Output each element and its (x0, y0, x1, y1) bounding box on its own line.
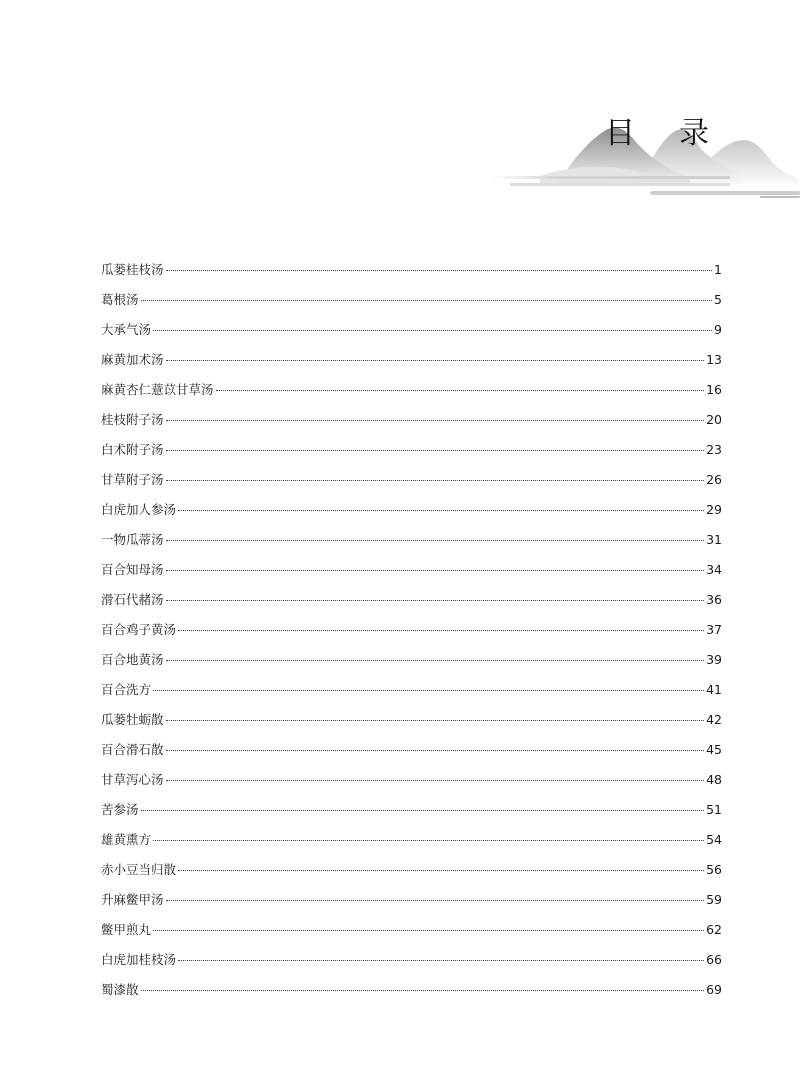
toc-entry-page-number: 34 (706, 562, 722, 577)
dot-leader (166, 780, 705, 781)
toc-entry-title: 赤小豆当归散 (101, 862, 177, 877)
table-of-contents (101, 258, 722, 1008)
toc-entry-page-number: 16 (706, 382, 722, 397)
dot-leader (166, 450, 705, 451)
dot-leader (166, 660, 705, 661)
toc-entry-page-number: 5 (714, 292, 722, 307)
toc-entry-page-number: 31 (706, 532, 722, 547)
toc-entry-page-number: 41 (706, 682, 722, 697)
toc-entry-page-number: 20 (706, 412, 722, 427)
toc-entry-page-number: 45 (706, 742, 722, 757)
dot-leader (178, 960, 704, 961)
toc-entry[interactable] (101, 498, 722, 528)
dot-leader (153, 690, 704, 691)
page-title: 目录 (605, 116, 753, 151)
dot-leader (153, 840, 704, 841)
toc-entry-title: 甘草泻心汤 (101, 772, 164, 787)
dot-leader (166, 900, 705, 901)
toc-entry-page-number: 42 (706, 712, 722, 727)
toc-entry-title: 麻黄杏仁薏苡甘草汤 (101, 382, 214, 397)
toc-entry-title: 桂枝附子汤 (101, 412, 164, 427)
dot-leader (166, 600, 705, 601)
toc-entry-page-number: 51 (706, 802, 722, 817)
toc-entry[interactable] (101, 468, 722, 498)
toc-entry-title: 鳖甲煎丸 (101, 922, 152, 937)
toc-entry[interactable] (101, 348, 722, 378)
toc-entry[interactable] (101, 648, 722, 678)
toc-entry-page-number: 23 (706, 442, 722, 457)
toc-entry-title: 百合滑石散 (101, 742, 164, 757)
toc-entry-title: 麻黄加术汤 (101, 352, 164, 367)
toc-entry-title: 苦参汤 (101, 802, 139, 817)
toc-entry[interactable] (101, 528, 722, 558)
toc-entry[interactable] (101, 438, 722, 468)
toc-entry-page-number: 66 (706, 952, 722, 967)
dot-leader (166, 360, 705, 361)
toc-entry[interactable] (101, 258, 722, 288)
toc-entry-title: 百合洗方 (101, 682, 152, 697)
dot-leader (166, 480, 705, 481)
toc-entry-page-number: 29 (706, 502, 722, 517)
toc-entry-title: 百合地黄汤 (101, 652, 164, 667)
toc-entry-title: 蜀漆散 (101, 982, 139, 997)
toc-entry[interactable] (101, 288, 722, 318)
toc-entry-page-number: 26 (706, 472, 722, 487)
dot-leader (178, 510, 704, 511)
toc-entry-page-number: 39 (706, 652, 722, 667)
toc-entry-title: 百合鸡子黄汤 (101, 622, 177, 637)
toc-entry[interactable] (101, 738, 722, 768)
toc-entry-page-number: 48 (706, 772, 722, 787)
dot-leader (166, 540, 705, 541)
toc-entry-page-number: 1 (714, 262, 722, 277)
toc-entry-title: 白虎加人参汤 (101, 502, 177, 517)
toc-entry-title: 白虎加桂枝汤 (101, 952, 177, 967)
dot-leader (153, 930, 704, 931)
dot-leader (166, 750, 705, 751)
dot-leader (141, 810, 705, 811)
dot-leader (166, 570, 705, 571)
dot-leader (141, 990, 705, 991)
toc-entry[interactable] (101, 978, 722, 1008)
toc-entry[interactable] (101, 948, 722, 978)
toc-entry[interactable] (101, 678, 722, 708)
toc-entry-page-number: 13 (706, 352, 722, 367)
toc-entry-page-number: 54 (706, 832, 722, 847)
toc-entry[interactable] (101, 828, 722, 858)
toc-entry-title: 百合知母汤 (101, 562, 164, 577)
dot-leader (166, 270, 713, 271)
dot-leader (216, 390, 705, 391)
toc-entry-page-number: 9 (714, 322, 722, 337)
toc-entry-title: 葛根汤 (101, 292, 139, 307)
toc-entry-title: 雄黄熏方 (101, 832, 152, 847)
toc-entry-title: 升麻鳖甲汤 (101, 892, 164, 907)
toc-entry-title: 一物瓜蒂汤 (101, 532, 164, 547)
dot-leader (178, 870, 704, 871)
dot-leader (153, 330, 712, 331)
toc-entry-page-number: 56 (706, 862, 722, 877)
toc-entry[interactable] (101, 768, 722, 798)
dot-leader (141, 300, 713, 301)
dot-leader (166, 720, 705, 721)
toc-entry[interactable] (101, 798, 722, 828)
toc-entry-title: 滑石代赭汤 (101, 592, 164, 607)
toc-entry[interactable] (101, 858, 722, 888)
toc-entry-title: 瓜蒌牡蛎散 (101, 712, 164, 727)
toc-entry[interactable] (101, 408, 722, 438)
toc-entry-page-number: 62 (706, 922, 722, 937)
toc-entry[interactable] (101, 378, 722, 408)
toc-entry[interactable] (101, 888, 722, 918)
dot-leader (178, 630, 704, 631)
toc-entry-title: 甘草附子汤 (101, 472, 164, 487)
toc-entry-title: 大承气汤 (101, 322, 152, 337)
toc-entry-page-number: 37 (706, 622, 722, 637)
toc-entry-page-number: 69 (706, 982, 722, 997)
toc-entry[interactable] (101, 918, 722, 948)
toc-entry-title: 瓜蒌桂枝汤 (101, 262, 164, 277)
toc-entry[interactable] (101, 588, 722, 618)
toc-entry[interactable] (101, 558, 722, 588)
toc-entry-page-number: 36 (706, 592, 722, 607)
toc-entry-page-number: 59 (706, 892, 722, 907)
toc-entry[interactable] (101, 318, 722, 348)
toc-entry[interactable] (101, 708, 722, 738)
toc-entry[interactable] (101, 618, 722, 648)
toc-entry-title: 白术附子汤 (101, 442, 164, 457)
dot-leader (166, 420, 705, 421)
